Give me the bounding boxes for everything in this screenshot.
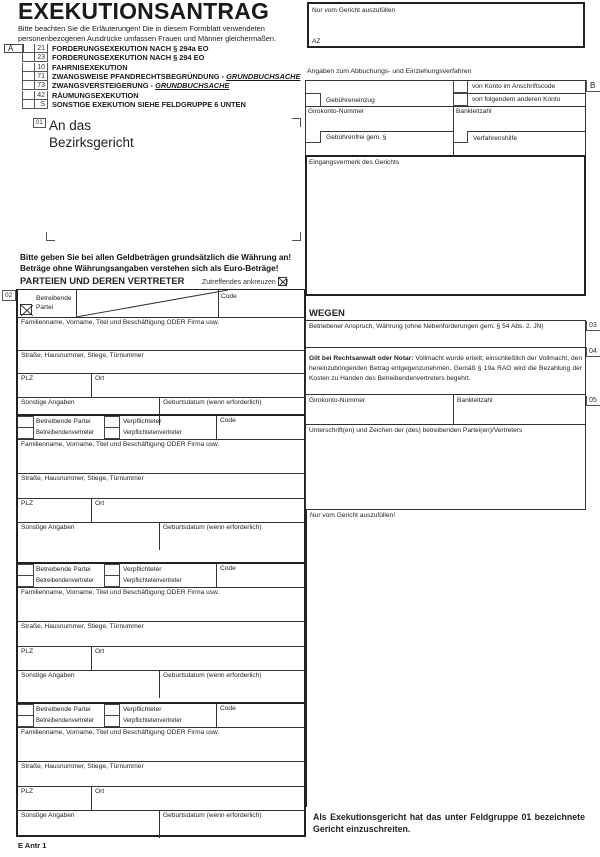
party1-street-label[interactable]: Straße, Hausnummer, Stiege, Türnummer — [21, 352, 144, 359]
name-label[interactable]: Familienname, Vorname, Titel und Beschäftigung ODER Firma usw. — [21, 589, 220, 596]
account-number-label[interactable]: Girokonto-Nummer — [308, 108, 365, 115]
parties-heading: PARTEIEN UND DEREN VERTRETER — [20, 275, 185, 286]
court-only-label: Nur vom Gericht auszufüllen — [312, 7, 396, 14]
az-label[interactable]: AZ — [312, 38, 321, 45]
role-betreibende-checkbox[interactable] — [18, 704, 34, 716]
role1-label: Betreibende Partei — [36, 566, 91, 573]
parties-field-number: 02 — [2, 290, 16, 301]
intro-text: Bitte beachten Sie die Erläuterungen! Die in diesem Formblatt verwendeten personenbezogenen Ausdrücke umfassen Frauen und Männer gleichermaßen. — [18, 24, 277, 43]
role2-label: Betreibendenvertreter — [36, 430, 95, 436]
currency-note-line1: Bitte geben Sie bei allen Geldbeträgen grundsätzlich die Währung an! — [20, 253, 292, 262]
role-verpflichteter-checkbox[interactable] — [104, 416, 120, 428]
legal-aid-checkbox[interactable] — [453, 131, 468, 143]
fee-collection-label: Gebühreneinzug — [326, 97, 375, 104]
zip-label[interactable]: PLZ — [21, 500, 34, 507]
other-account-label: von folgendem anderen Konto — [472, 96, 561, 103]
dob-label[interactable]: Geburtsdatum (wenn erforderlich) — [163, 672, 262, 679]
code-label[interactable]: Code — [220, 565, 236, 572]
zip-label[interactable]: PLZ — [21, 648, 34, 655]
role1-label: Betreibende Partei — [36, 706, 91, 713]
execution-type-text: FORDERUNGSEXEKUTION NACH § 294a EO — [52, 44, 209, 53]
wegen-bank-code-label[interactable]: Bankleitzahl — [457, 397, 493, 404]
bank-code-label[interactable]: Bankleitzahl — [456, 108, 492, 115]
account-field-number: 05 — [586, 396, 600, 406]
other-label[interactable]: Sonstige Angaben — [21, 672, 75, 679]
signature-label[interactable]: Unterschrift(en) und Zeichen der (des) betreibenden Partei(en)/Vertreters — [309, 427, 523, 434]
execution-type-code: 10 — [34, 63, 48, 72]
execution-type-label — [52, 100, 246, 109]
execution-type-code: 73 — [34, 81, 48, 90]
execution-type-label — [52, 81, 229, 90]
execution-type-code: 21 — [34, 44, 48, 53]
execution-type-checkbox[interactable] — [22, 72, 34, 81]
crossed-box-icon — [278, 277, 287, 286]
execution-type-code: S — [34, 100, 48, 109]
execution-type-checkbox[interactable] — [22, 63, 34, 72]
form-id: E Antr 1 — [18, 841, 47, 850]
party1-city-label[interactable]: Ort — [95, 375, 105, 382]
name-label[interactable]: Familienname, Vorname, Titel und Beschäftigung ODER Firma usw. — [21, 729, 220, 736]
court-receipt-box — [305, 155, 586, 296]
lawyer-note-text: Vollmacht wurde erteilt; einschließlich der Vollmacht, den hereinzubringenden Betrag entgegenzunehmen. Gemäß § 19a RAO wird die Bezahlung der Kosten zu Handen des Betreibendenvertreters begehrt. — [309, 355, 582, 382]
role2-label: Betreibendenvertreter — [36, 718, 95, 724]
execution-type-checkbox[interactable] — [22, 44, 34, 53]
role-betreibendenvertreter-checkbox[interactable] — [18, 716, 34, 727]
execution-type-code: 71 — [34, 72, 48, 81]
section-b-label: B — [586, 80, 600, 92]
street-label[interactable]: Straße, Hausnummer, Stiege, Türnummer — [21, 763, 144, 770]
check-hint-suffix: ! — [286, 279, 289, 286]
address-field-number: 01 — [33, 118, 46, 128]
execution-type-option[interactable] — [22, 44, 282, 53]
execution-type-checkbox[interactable] — [22, 53, 34, 62]
form-title: EXEKUTIONSANTRAG — [18, 0, 270, 24]
role1-label: Betreibende Partei — [36, 418, 91, 425]
execution-type-label — [52, 44, 208, 53]
check-hint-text: Zutreffendes ankreuzen — [202, 279, 276, 286]
street-label[interactable]: Straße, Hausnummer, Stiege, Türnummer — [21, 623, 144, 630]
court-only-box-2 — [305, 509, 586, 807]
execution-type-text: SONSTIGE EXEKUTION SIEHE FELDGRUPPE 6 UNTEN — [52, 99, 246, 109]
address-corner-br — [292, 232, 301, 241]
role4-label: Verpflichtetenvertreter — [123, 718, 182, 724]
fee-exempt-checkbox[interactable] — [306, 131, 321, 143]
execution-type-suffix: GRUNDBUCHSACHE — [226, 71, 301, 81]
address-corner-bl — [46, 232, 55, 241]
party1-name-label[interactable]: Familienname, Vorname, Titel und Beschäftigung ODER Firma usw. — [21, 319, 220, 326]
party-block-2 — [18, 414, 306, 552]
party1-role-label: Betreibende Partei — [36, 295, 72, 311]
lawyer-note — [309, 354, 582, 384]
party1-role-checkbox[interactable] — [20, 304, 32, 315]
zip-label[interactable]: PLZ — [21, 788, 34, 795]
execution-type-code: 23 — [34, 53, 48, 62]
debit-heading: Angaben zum Abbuchungs- und Einziehungsverfahren — [307, 68, 472, 75]
party-block-3 — [18, 562, 306, 700]
code-label[interactable]: Code — [220, 705, 236, 712]
execution-type-code: 42 — [34, 91, 48, 100]
execution-type-option[interactable] — [22, 100, 282, 109]
role-verpflichtetenvertreter-checkbox[interactable] — [104, 576, 120, 587]
execution-type-text: ZWANGSVERSTEIGERUNG - — [52, 81, 156, 91]
currency-note — [20, 253, 291, 274]
execution-type-option[interactable] — [22, 81, 282, 90]
currency-note-line2: Beträge ohne Währungsangaben verstehen sich als Euro-Beträge! — [20, 263, 279, 273]
footer-note: Als Exekutionsgericht hat das unter Feldgruppe 01 bezeichnete Gericht einzuschreiten. — [313, 812, 585, 834]
claim-field-number: 03 — [586, 321, 600, 331]
execution-type-checkbox[interactable] — [22, 81, 34, 90]
street-label[interactable]: Straße, Hausnummer, Stiege, Türnummer — [21, 475, 144, 482]
court-only-box — [307, 2, 585, 48]
role-verpflichtetenvertreter-checkbox[interactable] — [104, 428, 120, 439]
role4-label: Verpflichtetenvertreter — [123, 578, 182, 584]
execution-type-option[interactable] — [22, 63, 282, 72]
address-line1: An das — [49, 118, 92, 133]
court-receipt-label: Eingangsvermerk des Gerichts — [309, 159, 400, 166]
execution-type-option[interactable] — [22, 91, 282, 100]
party1-dob-label[interactable]: Geburtsdatum (wenn erforderlich) — [163, 399, 262, 406]
city-label[interactable]: Ort — [95, 500, 105, 507]
lawyer-field-number: 04 — [586, 347, 600, 357]
court-only-label-2: Nur vom Gericht auszufüllen! — [310, 512, 396, 519]
wegen-heading: WEGEN — [309, 308, 345, 319]
party1-other-label[interactable]: Sonstige Angaben — [21, 399, 75, 406]
fee-exempt-label: Gebührenfrei gem. § — [326, 134, 387, 141]
party-block-1 — [18, 290, 306, 414]
city-label[interactable]: Ort — [95, 788, 105, 795]
execution-type-label — [52, 63, 128, 72]
role-betreibendenvertreter-checkbox[interactable] — [18, 428, 34, 439]
execution-type-checkbox[interactable] — [22, 91, 34, 100]
address-line2: Bezirksgericht — [49, 135, 134, 150]
from-account-code-label: von Konto im Anschriftscode — [472, 83, 556, 90]
check-hint — [202, 277, 289, 286]
party-block-4 — [18, 702, 306, 840]
execution-type-label — [52, 91, 139, 100]
dob-label[interactable]: Geburtsdatum (wenn erforderlich) — [163, 812, 262, 819]
party1-zip-label[interactable]: PLZ — [21, 375, 34, 382]
execution-type-option[interactable] — [22, 53, 282, 62]
code-label[interactable]: Code — [220, 417, 236, 424]
role-verpflichteter-checkbox[interactable] — [104, 704, 120, 716]
court-address[interactable] — [49, 117, 134, 151]
execution-type-text: RÄUMUNGSEXEKUTION — [52, 90, 139, 100]
section-a-label: A — [4, 44, 24, 53]
address-corner-tr — [292, 118, 301, 127]
city-label[interactable]: Ort — [95, 648, 105, 655]
other-label[interactable]: Sonstige Angaben — [21, 524, 75, 531]
debit-section — [305, 80, 586, 156]
role-betreibendenvertreter-checkbox[interactable] — [18, 576, 34, 587]
role-betreibende-checkbox[interactable] — [18, 416, 34, 428]
execution-type-text: FAHRNISEXEKUTION — [52, 62, 128, 72]
fee-collection-checkbox[interactable] — [306, 93, 321, 106]
lawyer-note-bold: Gilt bei Rechtsanwalt oder Notar: — [309, 355, 414, 362]
other-account-checkbox[interactable] — [453, 93, 468, 106]
party1-code-label[interactable]: Code — [221, 293, 237, 300]
role3-label: Verpflichteter — [123, 566, 162, 573]
wegen-section — [305, 320, 586, 510]
execution-type-suffix: GRUNDBUCHSACHE — [155, 81, 230, 91]
wegen-account-label[interactable]: Girokonto-Nummer — [309, 397, 366, 404]
party1-strike-line — [76, 290, 228, 317]
execution-type-label — [52, 72, 300, 81]
execution-type-label — [52, 53, 204, 62]
legal-aid-label: Verfahrenshilfe — [473, 135, 517, 142]
role2-label: Betreibendenvertreter — [36, 578, 95, 584]
execution-type-text: ZWANGSWEISE PFANDRECHTSBEGRÜNDUNG - — [52, 71, 227, 81]
execution-type-checkbox[interactable] — [22, 100, 34, 109]
role-verpflichtetenvertreter-checkbox[interactable] — [104, 716, 120, 727]
role-betreibende-checkbox[interactable] — [18, 564, 34, 576]
execution-type-option[interactable] — [22, 71, 301, 81]
role4-label: Verpflichtetenvertreter — [123, 430, 182, 436]
role3-label: Verpflichteter — [123, 706, 162, 713]
role3-label: Verpflichteter — [123, 418, 162, 425]
from-account-code-checkbox[interactable] — [453, 81, 468, 93]
name-label[interactable]: Familienname, Vorname, Titel und Beschäftigung ODER Firma usw. — [21, 441, 220, 448]
other-label[interactable]: Sonstige Angaben — [21, 812, 75, 819]
execution-type-text: FORDERUNGSEXEKUTION NACH § 294 EO — [52, 53, 205, 63]
dob-label[interactable]: Geburtsdatum (wenn erforderlich) — [163, 524, 262, 531]
role-verpflichteter-checkbox[interactable] — [104, 564, 120, 576]
claim-label[interactable]: Betriebener Anspruch, Währung (ohne Nebenforderungen gem. § 54 Abs. 2. JN) — [309, 323, 544, 330]
parties-section — [16, 289, 306, 837]
